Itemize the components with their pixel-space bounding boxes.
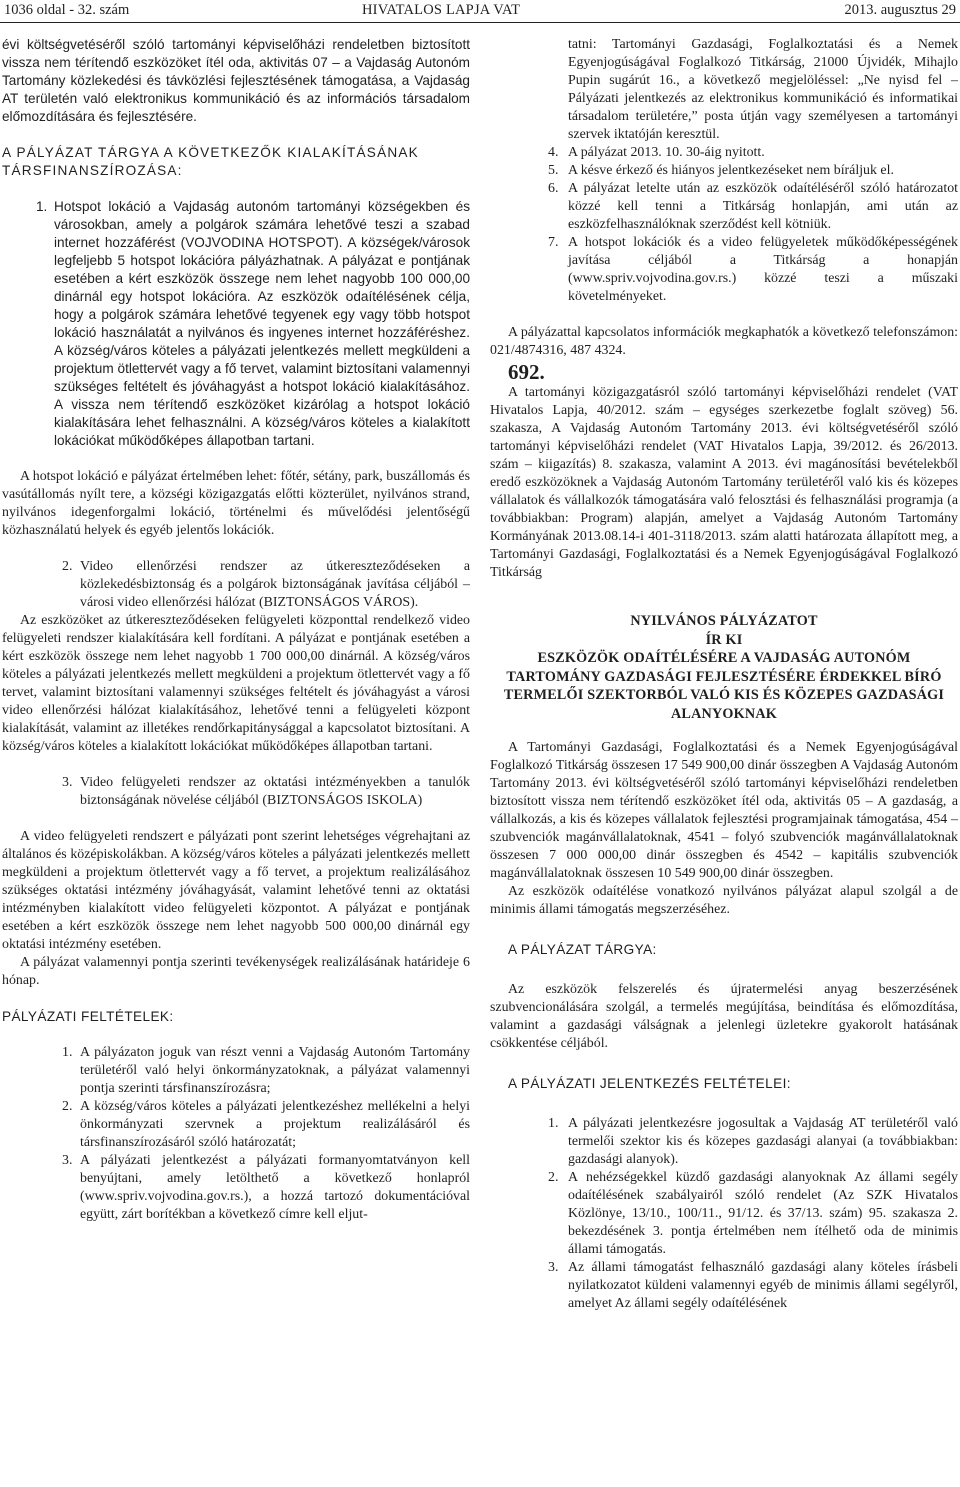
document-number: 692.: [508, 360, 545, 384]
hotspot-paragraph: A hotspot lokáció e pályázat értelmében lehet: főtér, sétány, park, buszállomás és vasútállomás nyílt tere, a községi közigazgatás előtti közterület, nyilvános strand, nyilvános idegenforgalmi lokáció, történelmi és művelődési jelentőségű közhasználatú helyek és egyéb jelentős lokációk.: [2, 469, 470, 538]
continued-paragraph: tatni: Tartományi Gazdasági, Foglalkoztatási és a Nemek Egyenjogúságával Foglalkozó Titkárság, 21000 Újvidék, Mihajlo Pupin sugárút 16., a következő megjelöléssel: „Ne nyisd fel – Pályázati jelentkezés az elektronikus kommunikáció és informatikai társadalom területére,” posta útján vagy személyesen a tartományi szervek iktatóján keresztül.: [568, 37, 958, 142]
condition-item: [490, 144, 958, 162]
header-rule: [0, 22, 960, 23]
issue-date: 2013. augusztus 29: [844, 2, 956, 18]
condition-item: [2, 1098, 470, 1152]
announcement-title: [490, 612, 958, 723]
deminimis-paragraph: Az eszközök odaítélése vonatkozó nyilvános pályázat alapul szolgál a de minimis állami támogatás megszerzéséhez.: [490, 884, 958, 917]
list-text: A pályázati jelentkezést a pályázati formanyomtatványon kell benyújtani, amely letölthető a következő honlapról (www.spriv.vojvodina.gov.rs.), a hozzá tartozó dokumentációval együtt, zárt borítékban a következő címre kell eljut-: [80, 1153, 470, 1222]
video-paragraph: Az eszközöket az útkereszteződéseken felügyeleti központtal rendelkező video felügyeleti rendszer kialakítására kell fordítani. A pályázat e pontjának esetében a kért eszközök összege nem lehet nagyobb 1 700 000,00 dinárnál. A község/város köteles a pályázati jelentkezés mellett megküldeni a projektum ötlettervét vagy a fő tervet, valamint biztosítani valamennyi szükséges feltételt és jóváhagyást a városi video ellenőrzési hálózat kialakításához, lehetővé tenni a felügyeleti központ kialakítását, valamint az illetékes rendőrkapitánysággal a kapcsolatot biztosítani. A község/város köteles a kialakított lokációkat működőképes állapotban tartani.: [2, 613, 470, 754]
preamble-paragraph: A tartományi közigazgatásról szóló tartományi képviselőházi rendelet (VAT Hivatalos Lapja, 40/2012. szám – egységes szerkezetbe foglalt szöveg) 56. szakasza, A Vajdaság Autonóm Tartomány 2013. évi költségvetéséről szóló tartományi képviselőházi rendelet (VAT Hivatalos Lapja, 39/2012. és 26/2013. szám – kiigazítás) 8. szakasza, valamint A 2013. évi magánosítási bevételekből eredő eszközöknek a Vajdaság Autonóm Tartomány területéről való kis és közepes vállalatok és vállalkozók támogatására való felosztási és felhasználási programja (a továbbiakban: Program) alapján, amelyet a Vajdaság Autonóm Tartomány Kormányának 2013.08.14-i 401-3118/2013. szám alatti határozata állapított meg, a Tartományi Gazdasági, Foglalkoztatási és a Nemek Egyenjogúságával Foglalkozó Titkárság: [490, 385, 958, 580]
list-number: 2.: [62, 1099, 73, 1114]
list-text: Hotspot lokáció a Vajdaság autonóm tartományi községekben és városokban, amely a polgárok számára lehetővé teszi a szabad internet hozzáférést (VOJVODINA HOTSPOT). A községek/városok legfeljebb 5 hotspot lokációra pályázhatnak. A pályázat e pontjának esetében a kért eszközök összege nem lehet nagyobb 100 000,00 dinárnál egy hotspot lokációra. Az eszközök odaítélésének célja, hogy a polgárok számára lehetővé tegyenek egy vagy több hotspot lokáció használatát a nyilvános és ingyenes internet hozzáféréshez. A község/város köteles a pályázati jelentkezés mellett megküldeni a projektum ötlettervét vagy a fő tervet, valamint biztosítani valamennyi szükséges feltételt és jóváhagyást a hotspot lokáció kialakításához. A vissza nem térítendő eszközöket kizárólag a hotspot lokáció kialakítására lehet felhasználni. A község/város köteles a kialakított lokációkat működőképes állapotban tartani.: [54, 199, 470, 448]
subject-heading: A PÁLYÁZAT TÁRGYA A KÖVETKEZŐK KIALAKÍTÁSÁNAK TÁRSFINANSZÍROZÁSA:: [2, 145, 419, 178]
list-number: 3.: [62, 775, 73, 790]
list-number: 3.: [548, 1260, 559, 1275]
list-number: 4.: [548, 145, 559, 160]
conditions-heading: PÁLYÁZATI FELTÉTELEK:: [2, 1009, 174, 1024]
title-line-1: NYILVÁNOS PÁLYÁZATOT: [630, 613, 818, 629]
right-column: [490, 36, 958, 1313]
list-text: A hotspot lokációk és a video felügyeletek működőképességének javítása céljából a Titkárság a honapján (www.spriv.vojvodina.gov.rs.) közzé teszi a műszaki követelményeket.: [568, 235, 958, 304]
condition-item: [490, 1259, 958, 1313]
list-text: A pályázati jelentkezésre jogosultak a Vajdaság AT területéről való termelői szektor kis és közepes gazdasági alanyai (a továbbiakban: gazdasági alanyok).: [568, 1116, 958, 1167]
info-paragraph: A pályázattal kapcsolatos információk megkaphatók a következő telefonszámon: 021/4874316, 487 4324.: [490, 325, 958, 358]
body-paragraph: A Tartományi Gazdasági, Foglalkoztatási és a Nemek Egyenjogúságával Foglalkozó Titkárság összesen 17 549 900,00 dinár összegben A Vajdaság Autonóm Tartomány 2013. évi költségvetéséről szóló tartományi képviselőházi rendeletben biztosított vissza nem térítendő eszközöket ítél oda, aktivitás 05 – A gazdaság, a vállalkozás, a kis és közepes vállalatok fejlesztési programjainak támogatása, 454 – szubvenciók magánvállalatoknak, 4541 – folyó szubvenciók magánvállalatoknak összesen 7 000 000,00 dinár összegben és 4542 – kapitális szubvenciók magánvállalatoknak összesen 10 549 900,00 dinár összegben.: [490, 740, 958, 881]
title-line-2: ÍR KI: [705, 631, 743, 648]
left-column: [2, 36, 470, 1224]
list-number: 3.: [62, 1153, 73, 1168]
condition-item: [490, 180, 958, 234]
condition-item: [490, 162, 958, 180]
list-number: 1.: [62, 1045, 73, 1060]
subject-heading-right: A PÁLYÁZAT TÁRGYA:: [508, 942, 657, 957]
list-text: A pályázat letelte után az eszközök odaítéléséről szóló határozatot közzé kell tenni a Titkárság honlapján, ami után az eszközfelhasználóknak szerződést kell kötniük.: [568, 181, 958, 232]
intro-paragraph: évi költségvetéséről szóló tartományi képviselőházi rendeletben biztosított vissza nem térítendő eszközöket ítél oda, aktivitás 07 – a Vajdaság Autonóm Tartomány közlekedési és távközlési fejlesztésének támogatása, a Vajdaság AT területén való elektronikus kommunikáció és az információs társadalom előmozdítására és fejlesztésére.: [2, 37, 470, 124]
list-number: 2.: [62, 559, 73, 574]
list-text: A pályázaton joguk van részt venni a Vajdaság Autonóm Tartomány területéről való helyi önkormányzatoknak, a pályázat valamennyi pontja szerinti társfinanszírozásra;: [80, 1045, 470, 1096]
list-text: Video ellenőrzési rendszer az útkereszteződéseken a közlekedésbiztonság és a polgárok biztonságának javítása céljából – városi video ellenőrzési hálózat (BIZTONSÁGOS VÁROS).: [80, 559, 470, 610]
list-text: Az állami támogatást felhasználó gazdasági alany köteles írásbeli nyilatkozatot küldeni valamennyi egyéb de minimis állami segélyről, amelyet Az állami segély odaítélésének: [568, 1260, 958, 1311]
list-text: A késve érkező és hiányos jelentkezéseket nem bíráljuk el.: [568, 163, 894, 178]
list-number: 1.: [548, 1116, 559, 1131]
list-item-hotspot: [2, 198, 470, 450]
list-text: A nehézségekkel küzdő gazdasági alanyoknak Az állami segély odaítélésének szabályairól szóló rendelet (Az SZK Hivatalos Közlönye, 13/10., 100/11., 91/12. és 37/13. szám) 95. szakasza 2. bekezdésének 3. pontja értelmében nem ítélhető oda de minimis állami támogatás.: [568, 1170, 958, 1257]
deadline-paragraph: A pályázat valamennyi pontja szerinti tevékenységek realizálásának határideje 6 hónap.: [2, 955, 470, 988]
condition-item: [490, 1169, 958, 1259]
title-line-3: ESZKÖZÖK ODAÍTÉLÉSÉRE A VAJDASÁG AUTONÓM TARTOMÁNY GAZDASÁGI FEJLESZTÉSÉRE ÉRDEKKEL BÍRÓ TERMELŐI SZEKTORBÓL VALÓ KIS ÉS KÖZEPES GAZDASÁGI ALANYOKNAK: [503, 650, 945, 722]
list-number: 1.: [36, 199, 48, 214]
page-number: 1036 oldal - 32. szám: [4, 2, 130, 18]
condition-item: [2, 1152, 470, 1224]
journal-title: HIVATALOS LAPJA VAT: [362, 2, 521, 18]
list-number: 7.: [548, 235, 559, 250]
list-number: 2.: [548, 1170, 559, 1185]
subject-paragraph: Az eszközök felszerelés és újratermelési anyag beszerzésének szubvencionálására szolgál, a termelés megújítása, beindítása és előmozdítása, valamint a gazdasági válságnak a jelenlegi üzletekre gyakorolt hatásának csökkentése céljából.: [490, 982, 958, 1051]
condition-item: [490, 234, 958, 306]
school-paragraph: A video felügyeleti rendszert e pályázati pont szerint lehetséges végrehajtani az általános és középiskolákban. A község/város köteles a pályázati jelentkezés mellett megküldeni a projektum ötlettervét vagy a fő tervet, a projektum realizálásához szükséges oktatási intézmény jóváhagyását, valamint lehetővé tenni az oktatási intézményben kialakított video felügyeleti központot. A pályázat e pontjának esetében a kért eszközök összege nem lehet nagyobb 500 000,00 dinárnál egy oktatási intézmény esetében.: [2, 829, 470, 952]
list-number: 6.: [548, 181, 559, 196]
application-conditions-heading: A PÁLYÁZATI JELENTKEZÉS FELTÉTELEI:: [508, 1076, 791, 1091]
condition-item: [490, 1115, 958, 1169]
list-item-video: [2, 558, 470, 612]
list-number: 5.: [548, 163, 559, 178]
list-text: A pályázat 2013. 10. 30-áig nyitott.: [568, 145, 765, 160]
condition-item: [2, 1044, 470, 1098]
list-text: Video felügyeleti rendszer az oktatási intézményekben a tanulók biztonságának növelése céljából (BIZTONSÁGOS ISKOLA): [80, 775, 470, 808]
list-text: A község/város köteles a pályázati jelentkezéshez mellékelni a helyi önkormányzati szervnek a projektum realizálásáról és társfinanszírozásáról szóló határozatát;: [80, 1099, 470, 1150]
list-item-school: [2, 774, 470, 810]
